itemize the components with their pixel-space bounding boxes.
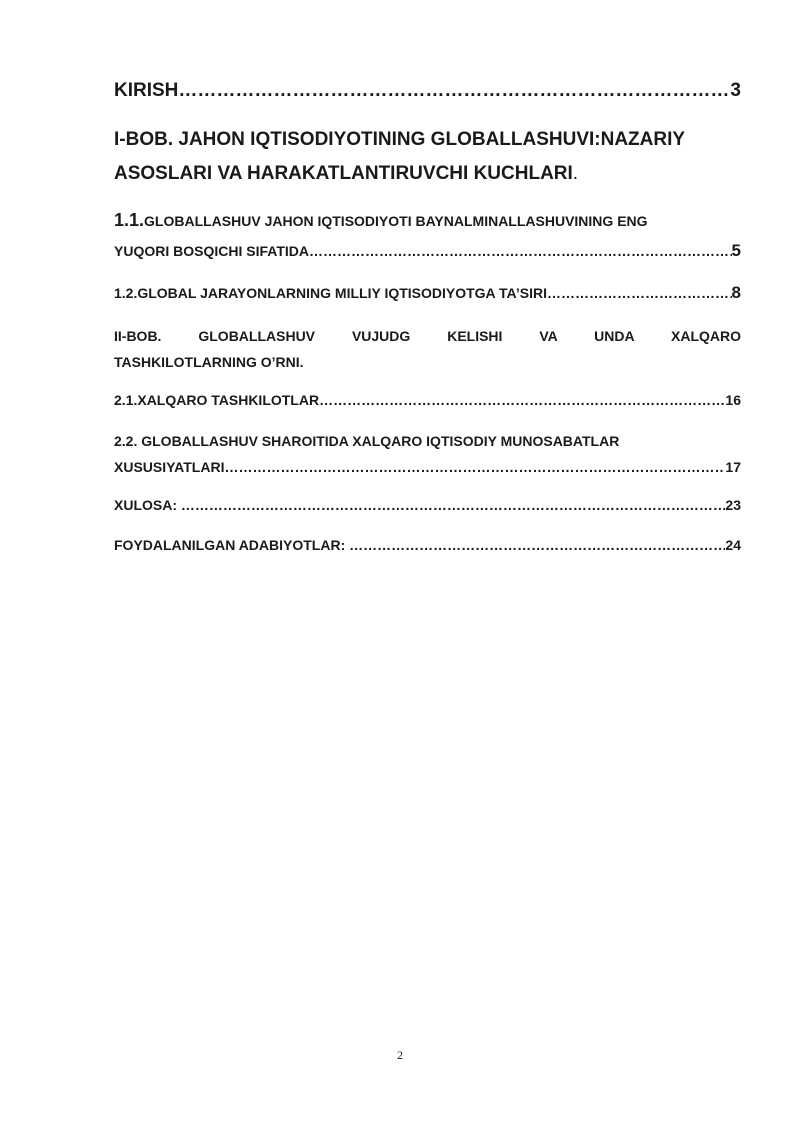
toc-title: FOYDALANILGAN ADABIYOTLAR: bbox=[114, 537, 350, 553]
toc-leader-dots bbox=[178, 80, 730, 102]
section-2-2-title-line2: XUSUSIYATLARI bbox=[114, 459, 225, 475]
toc-title: 1.2.GLOBAL JARAYONLARNING MILLIY IQTISODIYOTGA TA’SIRI bbox=[114, 285, 548, 301]
section-1-1-number: 1.1. bbox=[114, 210, 145, 230]
toc-entry-xulosa[interactable] bbox=[114, 497, 741, 513]
toc-leader-dots bbox=[309, 236, 732, 266]
chapter-1-title-line1: I-BOB. JAHON IQTISODIYOTINING GLOBALLASHUVI:NAZARIY bbox=[114, 129, 686, 150]
chapter-2-title-line1: II-BOB. GLOBALLASHUV VUJUDG KELISHI VA UNDA XALQARO bbox=[114, 328, 741, 344]
toc-page-number: 3 bbox=[730, 80, 741, 101]
toc-entry-section-2-1[interactable] bbox=[114, 392, 741, 408]
toc-entry-chapter-1[interactable] bbox=[114, 123, 741, 191]
toc-leader-dots bbox=[224, 454, 725, 480]
page-number-footer: 2 bbox=[397, 1048, 403, 1062]
section-1-1-title-line2: YUQORI BOSQICHI SIFATIDA bbox=[114, 243, 309, 259]
toc-leader-dots bbox=[547, 285, 732, 301]
toc-title: XULOSA: bbox=[114, 497, 181, 513]
section-2-2-line2 bbox=[114, 454, 741, 480]
toc-leader-dots bbox=[319, 392, 725, 408]
section-1-1-line1 bbox=[114, 205, 741, 236]
toc-page-number: 8 bbox=[731, 283, 741, 302]
toc-entry-chapter-2[interactable] bbox=[114, 323, 741, 375]
chapter-1-title-line2-text: ASOSLARI VA HARAKATLANTIRUVCHI KUCHLARI bbox=[114, 163, 573, 184]
chapter-1-title-line2 bbox=[114, 157, 741, 191]
chapter-1-title-end: . bbox=[572, 163, 579, 184]
toc-page-number: 17 bbox=[725, 459, 741, 475]
section-1-1-title-line1: GLOBALLASHUV JAHON IQTISODIYOTI BAYNALMINALLASHUVINING ENG bbox=[144, 213, 648, 229]
toc-leader-dots bbox=[349, 537, 725, 553]
toc-entry-section-1-1[interactable] bbox=[114, 205, 741, 266]
toc-title: KIRISH bbox=[114, 80, 179, 101]
toc-page-number: 23 bbox=[725, 497, 741, 513]
toc-entry-kirish[interactable] bbox=[114, 80, 741, 102]
toc-page-number: 5 bbox=[731, 241, 741, 260]
section-2-2-title-line1: 2.2. GLOBALLASHUV SHAROITIDA XALQARO IQTISODIY MUNOSABATLAR bbox=[114, 433, 620, 449]
toc-page-number: 24 bbox=[725, 537, 741, 553]
section-1-1-line2 bbox=[114, 236, 741, 266]
toc-title: 2.1.XALQARO TASHKILOTLAR bbox=[114, 392, 320, 408]
toc-leader-dots bbox=[181, 497, 726, 513]
chapter-2-title-line2: TASHKILOTLARNING O’RNI. bbox=[114, 354, 304, 370]
toc-entry-section-1-2[interactable] bbox=[114, 283, 741, 303]
toc-entry-adabiyotlar[interactable] bbox=[114, 537, 741, 553]
toc-entry-section-2-2[interactable] bbox=[114, 428, 741, 480]
toc-page-number: 16 bbox=[725, 392, 741, 408]
